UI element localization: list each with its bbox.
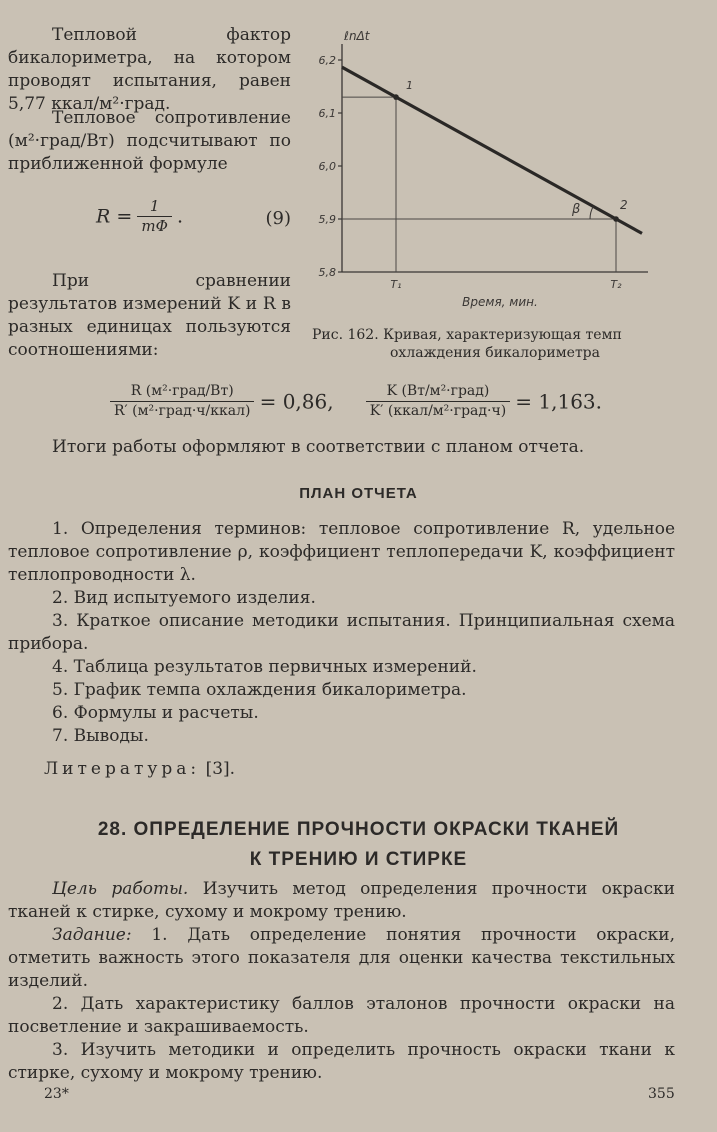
ratio-2-fraction	[366, 382, 510, 421]
angle-arc	[590, 206, 593, 219]
section-body	[8, 878, 675, 1085]
plan-item-6: 6. Формулы и расчеты.	[52, 703, 259, 723]
plan-item-4: 4. Таблица результатов первичных измерений.	[52, 657, 477, 677]
caption-line-1: Рис. 162. Кривая, характеризующая темп	[312, 327, 622, 343]
formula-9-lhs: R =	[96, 205, 133, 228]
plan-item-7: 7. Выводы.	[52, 726, 149, 746]
data-point-2	[613, 216, 619, 222]
task-2-paragraph: 2. Дать характеристику баллов эталонов прочности окраски на посветление и закрашиваемость.	[8, 994, 675, 1037]
ratio-2-denominator: K′ (ккал/м²·град·ч)	[369, 403, 507, 419]
literature-ref: [3].	[205, 759, 236, 779]
plan-item-3: 3. Краткое описание методики испытания. Принципиальная схема прибора.	[8, 611, 675, 654]
x-axis-label: Время, мин.	[462, 295, 538, 309]
paragraph-comparison: При сравнении результатов измерений K и R в разных единицах пользуются соотношениями:	[8, 271, 291, 360]
literature-label: Литература:	[44, 759, 201, 779]
signature-mark: 23*	[44, 1086, 69, 1102]
task-1-paragraph	[8, 924, 675, 993]
y-tick-label: 5,9	[318, 213, 336, 226]
ratio-1-numerator: R (м²·град/Вт)	[110, 382, 254, 402]
cooling-line	[342, 67, 642, 233]
point-1-label: 1	[406, 79, 413, 93]
ratio-2-value: = 1,163.	[515, 389, 602, 414]
section-title-line-1: 28. ОПРЕДЕЛЕНИЕ ПРОЧНОСТИ ОКРАСКИ ТКАНЕЙ	[97, 819, 620, 840]
cooling-rate-chart	[300, 22, 660, 322]
plan-item-2: 2. Вид испытуемого изделия.	[52, 588, 316, 608]
figure-caption	[312, 326, 712, 362]
goal-paragraph	[8, 878, 675, 924]
goal-text: Изучить метод определения прочности окраски тканей к стирке, сухому и мокрому трению.	[8, 879, 676, 922]
y-tick-label: 6,2	[318, 54, 336, 67]
y-ticks-group	[319, 54, 343, 279]
section-title	[0, 815, 717, 875]
goal-label: Цель работы.	[52, 879, 189, 899]
ratio-equations	[110, 382, 670, 432]
summary-line: Итоги работы оформляют в соответствии с планом отчета.	[52, 437, 585, 457]
formula-9-fraction	[137, 197, 172, 236]
guide-lines-group	[342, 97, 616, 272]
task-label: Задание:	[52, 925, 132, 945]
y-tick-label: 5,8	[318, 266, 336, 279]
plan-title: ПЛАН ОТЧЕТА	[299, 485, 418, 502]
paragraph-thermal-resistance: Тепловое сопротивление (м²·град/Вт) подсчитывают по приближенной формуле	[8, 108, 291, 174]
plan-item-1: 1. Определения терминов: тепловое сопротивление R, удельное тепловое сопротивление ρ, коэффициент теплопередачи K, коэффициент теплопроводности λ.	[8, 519, 675, 585]
y-tick-label: 6,0	[318, 160, 336, 173]
x-tick-t1: T₁	[390, 278, 402, 291]
page-number: 355	[648, 1086, 675, 1102]
paragraph-thermal-factor: Тепловой фактор бикалориметра, на котором проводят испытания, равен 5,77 ккал/м²·град.	[8, 25, 291, 114]
x-tick-t2: T₂	[610, 278, 622, 291]
ratio-2-numerator: K (Вт/м²·град)	[366, 382, 510, 402]
formula-9-denominator: mΦ	[141, 217, 168, 235]
caption-line-2: охлаждения бикалориметра	[390, 345, 600, 361]
y-tick-label: 6,1	[318, 107, 336, 120]
data-point-1	[393, 94, 399, 100]
formula-9-numerator: 1	[137, 197, 172, 217]
plan-item-5: 5. График темпа охлаждения бикалориметра.	[52, 680, 467, 700]
angle-beta-label: β	[572, 202, 581, 217]
y-axis-label: ℓnΔt	[344, 29, 370, 43]
formula-9-label: (9)	[265, 208, 291, 229]
section-title-line-2: К ТРЕНИЮ И СТИРКЕ	[249, 849, 468, 870]
plan-list	[8, 518, 675, 748]
ratio-1-fraction	[110, 382, 254, 421]
ratio-1-value: = 0,86,	[259, 389, 334, 414]
literature-line	[44, 758, 644, 781]
ratio-1-denominator: R′ (м²·град·ч/ккал)	[114, 403, 251, 419]
point-2-label: 2	[620, 198, 628, 212]
formula-9-dot: .	[176, 205, 184, 228]
task-1-text: 1. Дать определение понятия прочности окраски, отметить важность этого показателя для оценки качества текстильных изделий.	[8, 925, 676, 991]
formula-9	[96, 197, 291, 247]
task-3-paragraph: 3. Изучить методики и определить прочность окраски ткани к стирке, сухому и мокрому трению.	[8, 1040, 675, 1083]
